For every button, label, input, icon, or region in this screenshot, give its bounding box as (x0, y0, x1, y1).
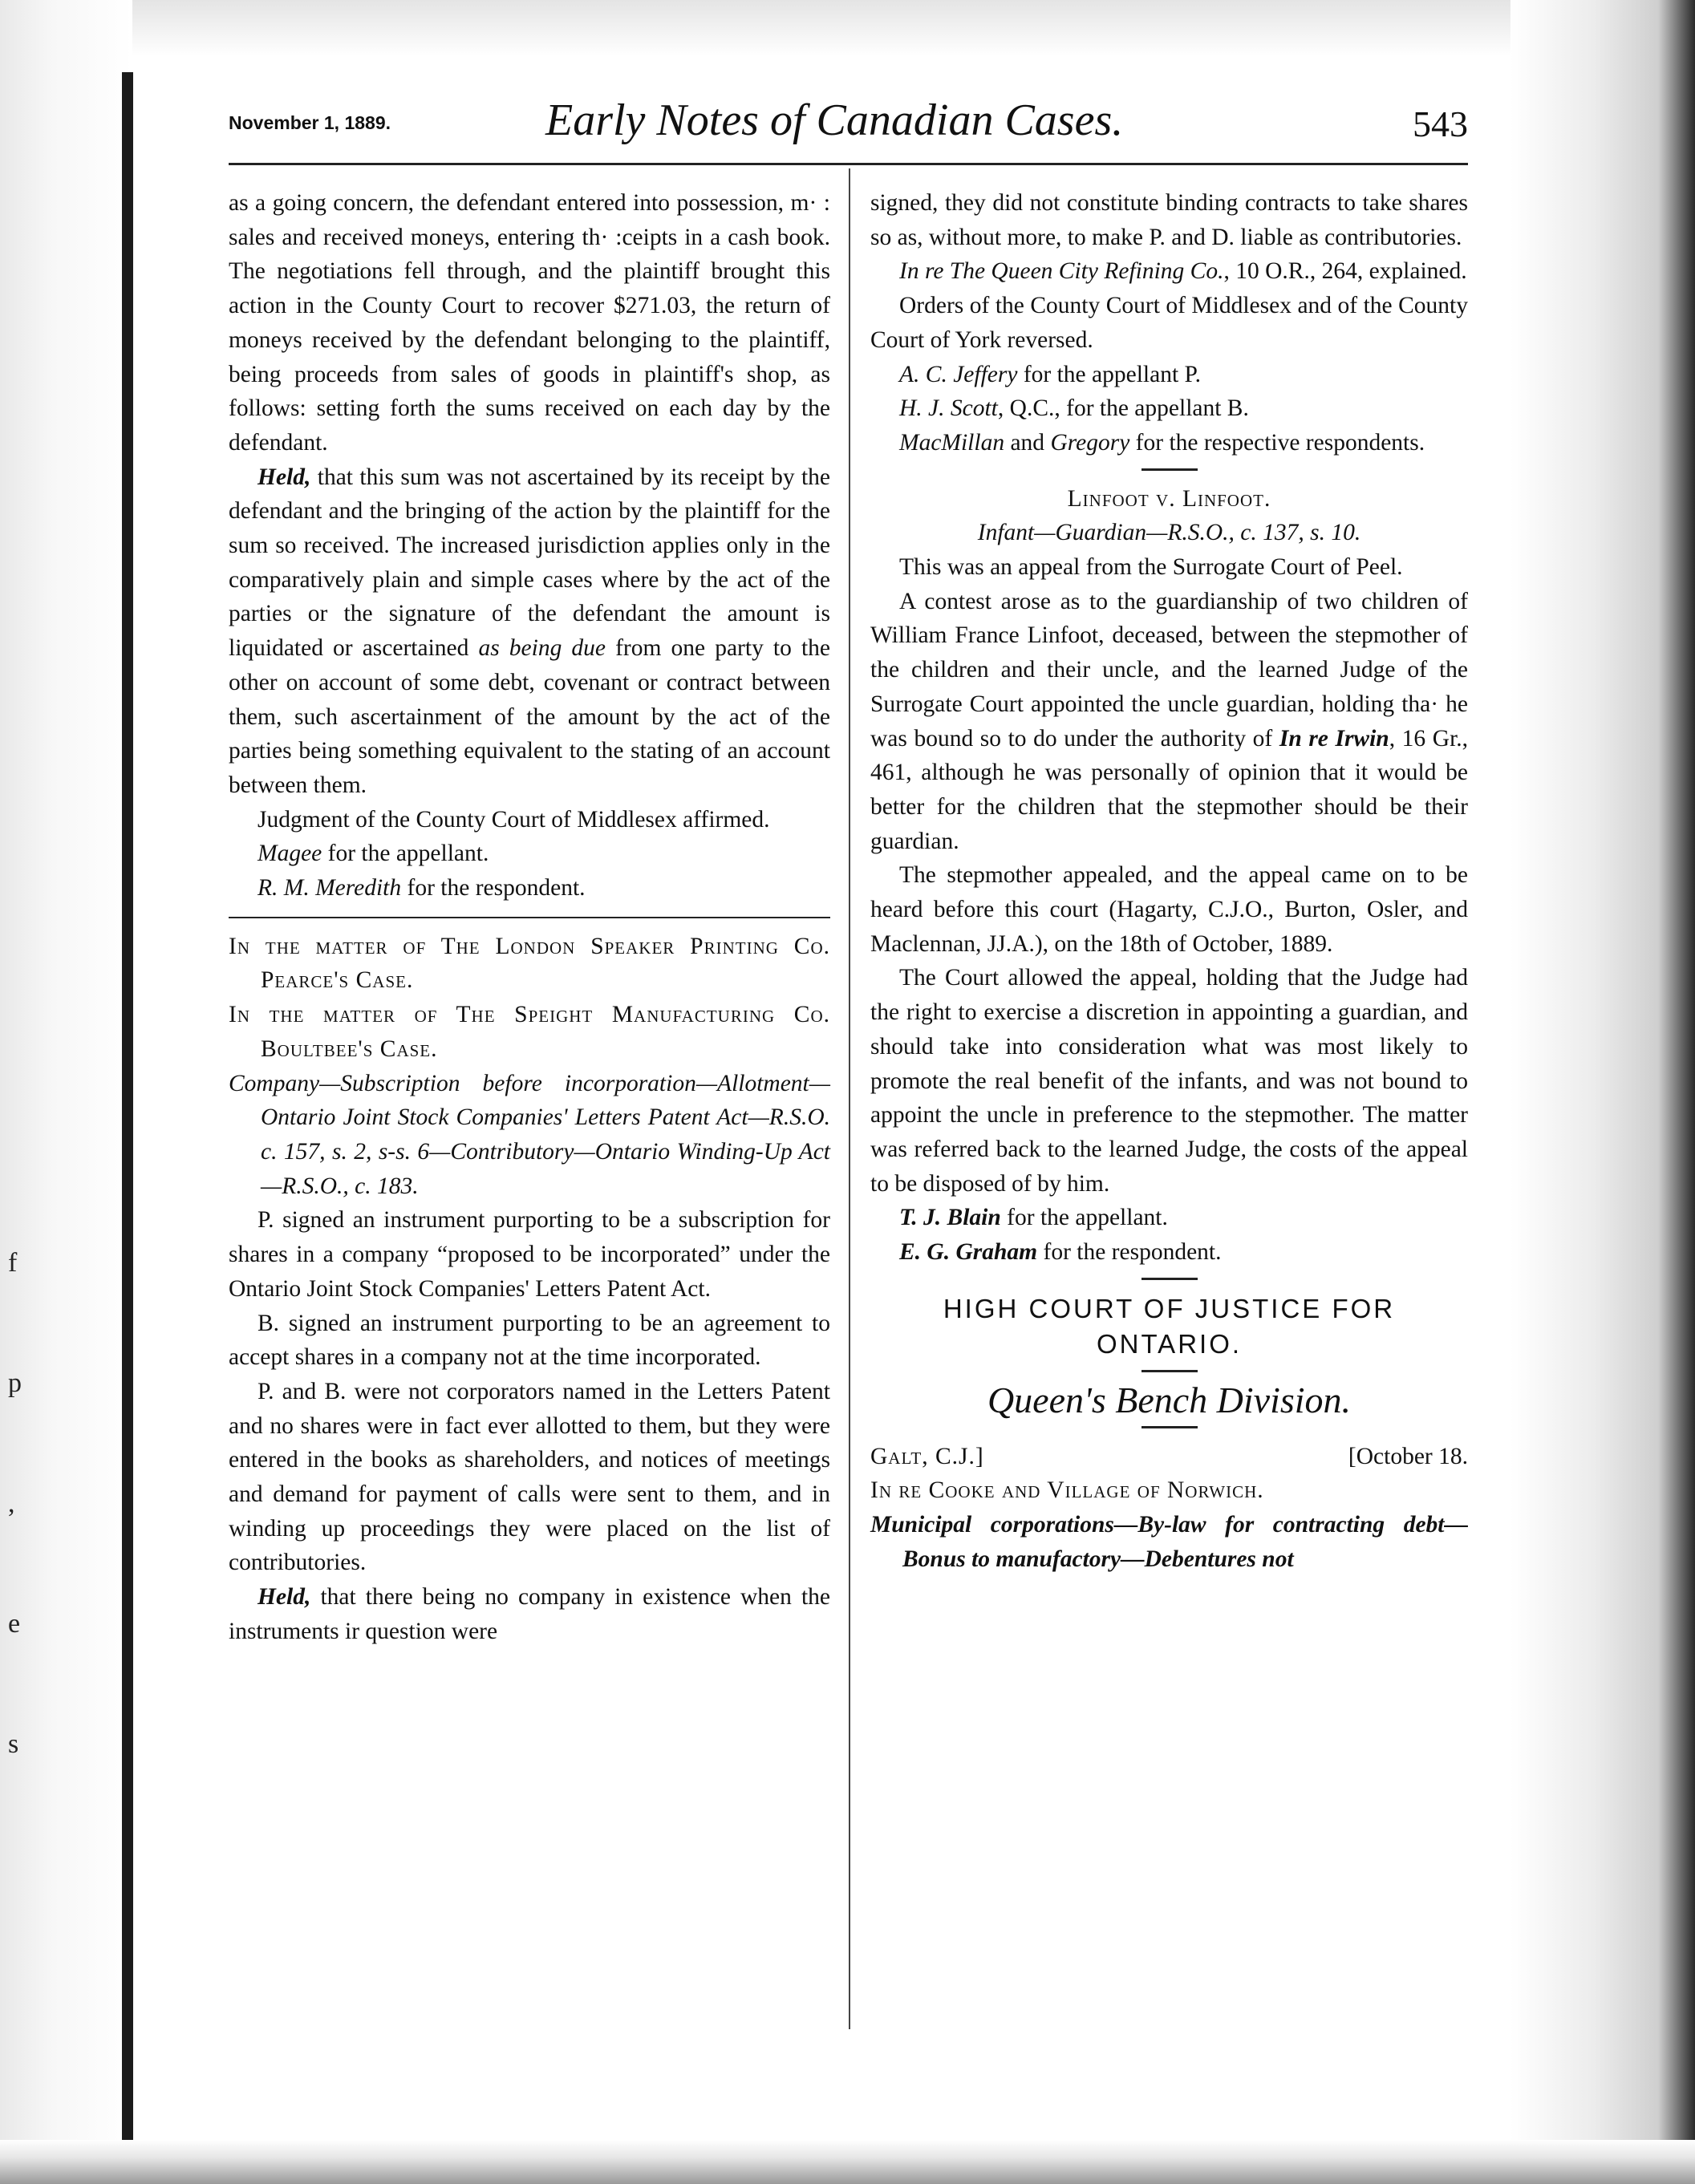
paragraph-citation: In re The Queen City Refining Co., 10 O.R., 264, explained. (899, 258, 1467, 285)
scan-edge-bottom (0, 2140, 1695, 2184)
paragraph: as a going concern, the defendant entered into possession, m· : sales and received moneys, entering th· :ceipts in a cash book. The negotiations fell through, and the plaintiff brought this action in the County Court to recover $271.03, the return of moneys received by the defendant belonging to the plaintiff, being proceeds from sales of goods in plaintiff's shop, as follows: setting forth the sums received on each day by the defendant. (229, 190, 830, 456)
header-rule (229, 163, 1468, 165)
scan-binding-shadow (122, 72, 133, 2158)
counsel-line: T. J. Blain for the appellant. (899, 1205, 1168, 1231)
paragraph: B. signed an instrument purporting to be an agreement to accept shares in a company not at the time incorporated. (229, 1310, 830, 1371)
case-title: Linfoot v. Linfoot. (1067, 485, 1271, 512)
page-number: 543 (1413, 103, 1468, 144)
margin-bleed-marks (8, 1203, 40, 1805)
paragraph: The Court allowed the appeal, holding that the Judge had the right to exercise a discretion in appointing a guardian, and should take into consideration what was most likely to promote the real benefit of the infants, and was not bound to appoint the uncle in preference to the stepmother. The matter was referred back to the learned Judge, the costs of the appeal to be disposed of by him. (870, 965, 1468, 1197)
judge: Galt, C.J.] (870, 1443, 984, 1469)
catchwords: Infant—Guardian—R.S.O., c. 137, s. 10. (977, 520, 1361, 546)
counsel-line: Magee for the appellant. (257, 841, 489, 867)
section-rule (229, 917, 830, 918)
section-rule (1141, 1426, 1198, 1428)
scan-edge-right (1510, 0, 1695, 2184)
section-rule (1141, 468, 1198, 471)
paragraph: P. and B. were not corporators named in the Letters Patent and no shares were in fact ever allotted to them, but they were entered in the books as shareholders, and notices of meetings and demand for payment of calls were sent to them, and in winding up proceedings they were placed on the list of contributories. (229, 1378, 830, 1576)
paragraph-held: Held, that this sum was not ascertained by its receipt by the defendant and the bringing of the action by the plaintiff for the sum so received. The increased jurisdiction applies only in the comparatively plain and simple cases where by the act of the parties or the signature of the defendant the amount is liquidated or ascertained as being due from one party to the other on account of some debt, covenant or contract between them, such ascertainment of the amount by the act of the parties being something equivalent to the stating of an account between them. (229, 464, 830, 798)
paragraph-orders: Orders of the County Court of Middlesex and of the County Court of York reversed. (870, 293, 1468, 353)
margin-mark: , (8, 1489, 15, 1518)
header-date: November 1, 1889. (229, 112, 391, 133)
case-title: In re Cooke and Village of Norwich. (870, 1477, 1264, 1504)
margin-mark: p (8, 1368, 22, 1398)
case-title: In the matter of The London Speaker Printing Co. Pearce's Case. (229, 933, 830, 994)
margin-mark: s (8, 1729, 19, 1759)
margin-mark: e (8, 1609, 21, 1639)
page-header (229, 95, 1468, 159)
paragraph: The stepmother appealed, and the appeal came on to be heard before this court (Hagarty, C.J.O., Burton, Osler, and Maclennan, JJ.A.), on the 18th of October, 1889. (870, 862, 1468, 957)
case-title: In the matter of The Speight Manufacturing Co. Boultbee's Case. (229, 1002, 830, 1062)
paragraph: signed, they did not constitute binding contracts to take shares so as, without more, to make P. and D. liable as contributories. (870, 190, 1468, 250)
section-rule (1141, 1370, 1198, 1372)
paragraph: P. signed an instrument purporting to be a subscription for shares in a company “proposed to be incorporated” under the Ontario Joint Stock Companies' Letters Patent Act. (229, 1207, 830, 1302)
judge-date-row (870, 1440, 1468, 1474)
counsel-line: MacMillan and Gregory for the respective respondents. (899, 429, 1425, 456)
paragraph: This was an appeal from the Surrogate Court of Peel. (899, 554, 1403, 581)
catchwords: Company—Subscription before incorporation—Allotment—Ontario Joint Stock Companies' Letters Patent Act—R.S.O. c. 157, s. 2, s-s. 6—Contributory—Ontario Winding-Up Act—R.S.O., c. 183. (229, 1070, 830, 1199)
decision-date: [October 18. (1348, 1443, 1468, 1469)
counsel-line: A. C. Jeffery for the appellant P. (899, 361, 1202, 387)
section-rule (1141, 1278, 1198, 1280)
paragraph-held: Held, that there being no company in existence when the instruments ir question were (229, 1584, 830, 1644)
counsel-line: E. G. Graham for the respondent. (899, 1239, 1222, 1266)
paragraph-judgment: Judgment of the County Court of Middlesex affirmed. (257, 806, 770, 833)
journal-title: Early Notes of Canadian Cases. (545, 95, 1124, 145)
scan-edge-left (0, 0, 132, 2184)
column-divider (849, 168, 850, 2029)
right-column (870, 186, 1468, 1576)
scan-edge-top (0, 0, 1695, 56)
division-heading: Queen's Bench Division. (987, 1379, 1352, 1420)
paragraph: A contest arose as to the guardianship of two children of William France Linfoot, deceased, between the stepmother of the children and their uncle, and the learned Judge of the Surrogate Court appointed the uncle guardian, holding tha· he was bound so to do under the authority of In re Irwin, 16 Gr., 461, although he was personally of opinion that it would be better for the children that the stepmother should be their guardian. (870, 588, 1469, 854)
margin-mark: f (8, 1248, 18, 1278)
counsel-line: R. M. Meredith for the respondent. (257, 875, 586, 902)
catchwords: Municipal corporations—By-law for contracting debt—Bonus to manufactory—Debentures not (870, 1511, 1468, 1572)
court-heading: HIGH COURT OF JUSTICE FOR ONTARIO. (943, 1293, 1396, 1359)
left-column (229, 186, 830, 1649)
counsel-line: H. J. Scott, Q.C., for the appellant B. (899, 395, 1249, 422)
